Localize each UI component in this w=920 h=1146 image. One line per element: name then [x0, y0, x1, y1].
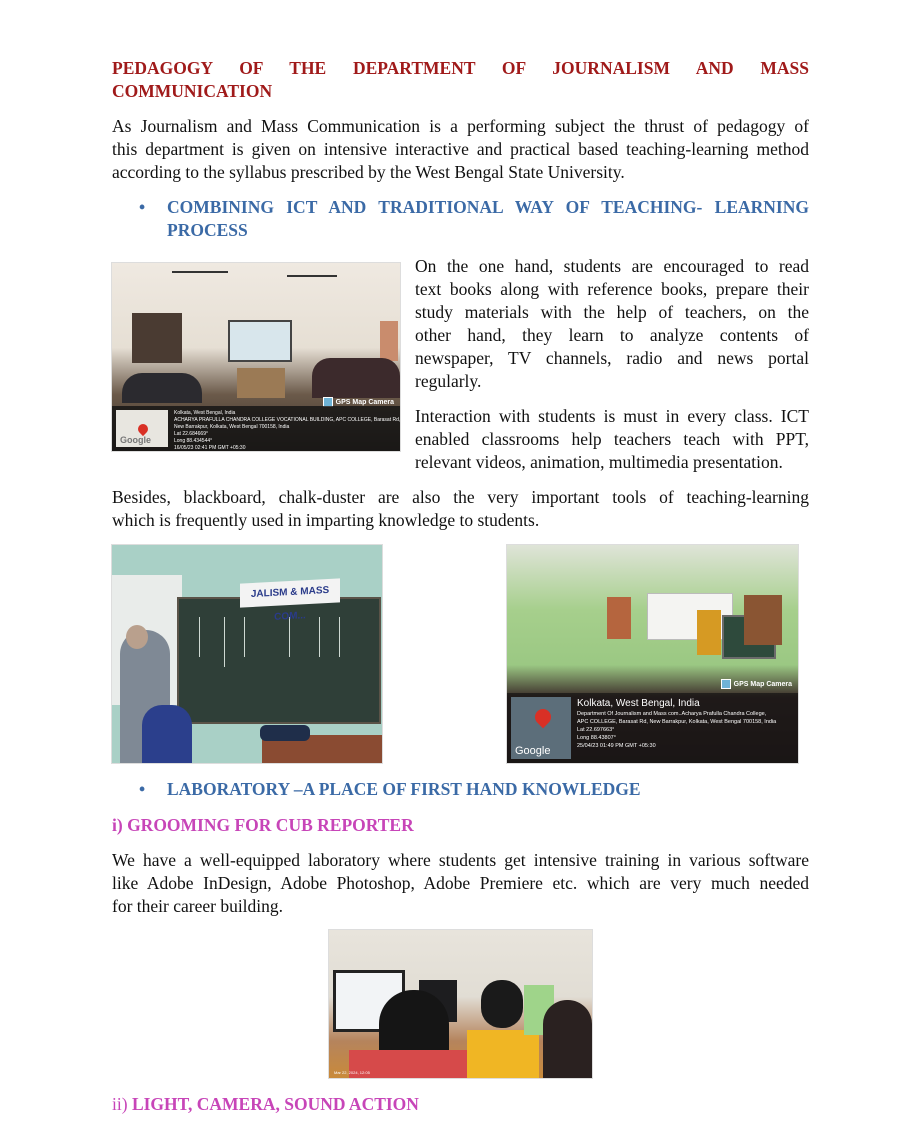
computer-lab-photo — [328, 929, 593, 1079]
student-shirt — [467, 1030, 539, 1078]
section-heading-laboratory: • LABORATORY –A PLACE OF FIRST HAND KNOWLEDGE — [139, 779, 641, 799]
chair — [142, 705, 192, 763]
map-pin-icon — [136, 422, 150, 436]
subheading-light-camera: ii) LIGHT, CAMERA, SOUND ACTION — [112, 1094, 419, 1114]
student-head — [543, 1000, 592, 1078]
map-pin-icon — [532, 706, 555, 729]
classroom-ict-photo — [111, 262, 401, 452]
laboratory-paragraph: We have a well-equipped laboratory where students get intensive training in various software like Adobe InDesign, Adobe Photoshop, Adobe Premiere etc. which are very much needed for their career building. — [112, 850, 809, 916]
desk — [237, 368, 285, 398]
subheading-cub-reporter: i) GROOMING FOR CUB REPORTER — [112, 815, 414, 835]
timestamp: Mar 22, 2024, 12:05 — [334, 1070, 370, 1075]
projector-screen — [228, 320, 292, 362]
students — [122, 373, 202, 403]
ceiling-fan-icon — [172, 271, 228, 273]
bullet-icon: • — [139, 779, 146, 799]
geo-overlay — [112, 406, 400, 451]
teacher-head — [126, 625, 148, 649]
bullet-icon: • — [139, 197, 146, 217]
map-thumbnail: Google — [116, 410, 168, 447]
ceiling-fan-icon — [287, 275, 337, 277]
intro-paragraph: As Journalism and Mass Communication is a performing subject the thrust of pedagogy of this department is given on intensive interactive and practical based teaching-learning method according to the syllabus prescribed by the West Bengal State University. — [112, 116, 809, 182]
page-title: PEDAGOGY OF THE DEPARTMENT OF JOURNALISM AND MASS COMMUNICATION — [112, 58, 809, 101]
door — [132, 313, 182, 363]
teacher — [697, 610, 721, 655]
gps-camera-icon — [721, 679, 731, 689]
department-sign: JALISM & MASS COM... — [240, 578, 340, 607]
blackboard-teaching-photo — [111, 544, 383, 764]
students — [312, 358, 400, 398]
gps-map-camera-badge: GPS Map Camera — [323, 397, 394, 407]
student-head — [481, 980, 523, 1028]
geo-text: Kolkata, West Bengal, India ACHARYA PRAFULLA CHANDRA COLLEGE VOCATIONAL BUILDING, APC COLLEGE, Barasat Rd, New Barrakpur, Kolkata, West Bengal 700158, India Lat 22.684669° Long 88.434544° 16/05/23 02:41 PM GMT +05:30 — [174, 410, 401, 451]
ict-paragraph-1: On the one hand, students are encouraged to read text books along with reference books, prepare their study materials with the help of teachers, on the other hand, they learn to analyze contents of newspaper, TV channels, radio and news portal regularly. — [415, 256, 809, 391]
door — [607, 597, 631, 639]
geo-overlay — [507, 693, 798, 763]
section-heading-ict: • COMBINING ICT AND TRADITIONAL WAY OF TEACHING- LEARNING PROCESS — [139, 197, 809, 240]
bag — [260, 725, 310, 741]
door — [744, 595, 782, 645]
classroom-chalkboard-photo — [506, 544, 799, 764]
geo-text: Kolkata, West Bengal, India Department Of Journalism and Mass com..Acharya Prafulla Chandra College, APC COLLEGE, Barasat Rd, New Barrakpur, Kolkata, West Bengal 700158, India Lat 22.697663° Long 88.43807° 25/04/23 01:49 PM GMT +05:30 — [577, 698, 777, 749]
gps-map-camera-badge: GPS Map Camera — [721, 679, 792, 689]
map-thumbnail: Google — [511, 697, 571, 759]
ict-paragraph-2: Interaction with students is must in every class. ICT enabled classrooms help teachers teach with PPT, relevant videos, animation, multimedia presentation. — [415, 406, 809, 472]
blackboard-paragraph: Besides, blackboard, chalk-duster are also the very important tools of teaching-learning which is frequently used in imparting knowledge to students. — [112, 487, 809, 530]
window — [380, 321, 398, 361]
